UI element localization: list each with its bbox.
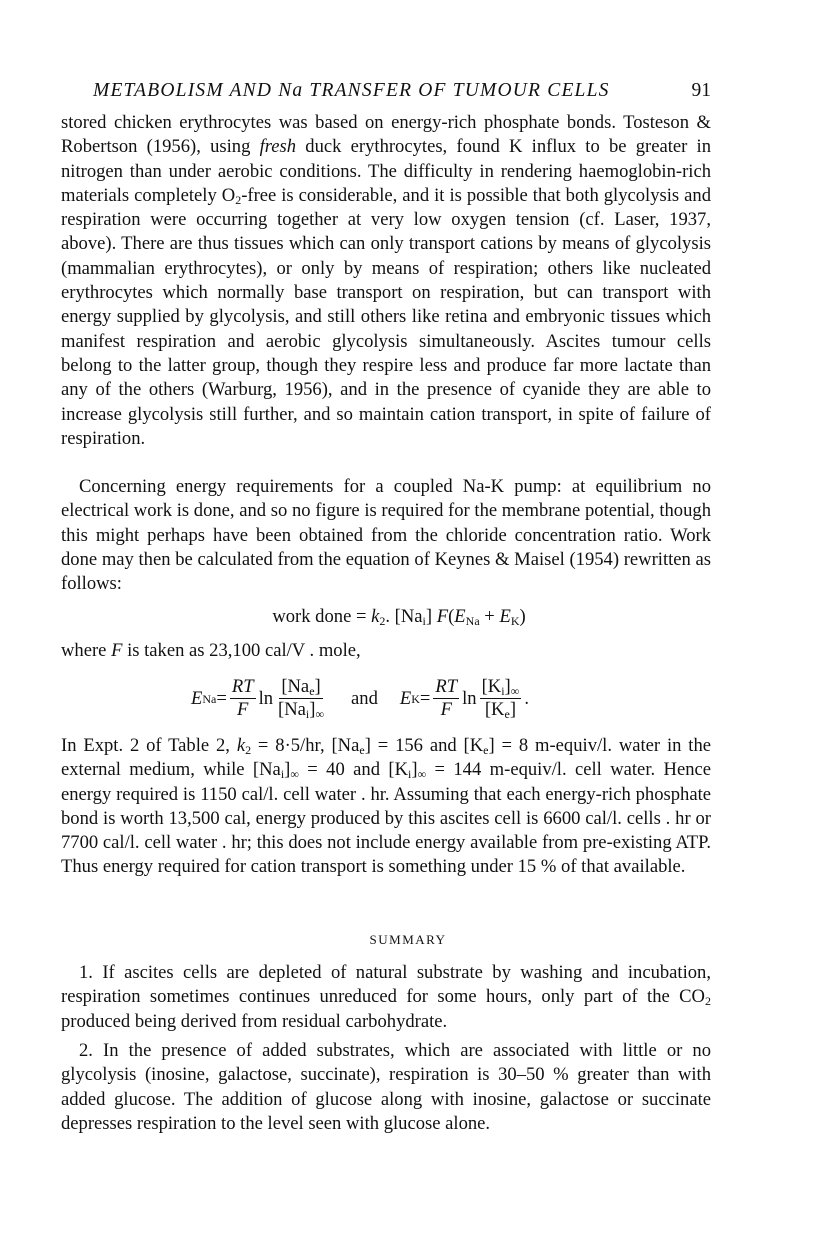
paragraph-2 — [61, 475, 711, 596]
where-line — [61, 640, 361, 662]
fraction-rt-f-2 — [433, 676, 459, 721]
p3-c-sub: e — [483, 743, 489, 757]
p3-f-sub: i — [408, 767, 412, 782]
eq-equals-1: = — [216, 687, 227, 709]
eq-work-lhs: work done = — [272, 606, 372, 627]
eq-work-E2-sub: K — [510, 614, 520, 628]
paragraph-1 — [61, 111, 711, 451]
p3-h: = 144 m-equiv/l. cell water. Hence energy required is 1150 cal/l. cell water . hr. Assuming that each energy-rich phosphate bond is worth 13,500 cal, energy produced by this ascites cell is 6600 cal/l. cells . hr or 7700 cal/l. cell water . hr; this does not include energy available from pre-existing ATP. Thus energy required for cation transport is something under 15 % of that available. — [61, 759, 711, 878]
k-num-close: ] — [504, 676, 511, 697]
eq-work-plus: + — [479, 606, 500, 627]
fraction-k — [480, 676, 522, 721]
p3-b-sub: e — [359, 743, 365, 757]
ln-2: ln — [462, 687, 477, 709]
eq-work-E2: E — [499, 606, 511, 627]
paragraph-3 — [61, 734, 711, 880]
frac-na-den — [276, 699, 326, 721]
frac2-num: RT — [435, 676, 458, 697]
eq-work-k-sub: 2 — [379, 614, 386, 628]
p3-e: ] — [284, 759, 291, 781]
where-a: where — [61, 640, 112, 661]
eq-work-na-close: ] — [425, 606, 437, 627]
summary1-b: produced being derived from residual carbohydrate. — [61, 1010, 448, 1032]
frac1-num: RT — [231, 676, 254, 697]
frac1-den: F — [237, 699, 249, 720]
p3-d: ] = 8 m-equiv/l. water in the external medium, while [Na — [61, 735, 712, 781]
para1-text-d: -free is considerable, and it is possible that both glycolysis and respiration were occurring together at very low oxygen tension (cf. Laser, 1937, above). There are thus tissues which can only transport cations by means of glycolysis (mammalian erythrocytes), or only by means of respiration; others like nucleated erythrocytes which normally base transport on respiration, but can transport with energy supplied by glycolysis, and still others like retina and embryonic tissues which manifest respiration and aerobic glycolysis simultaneously. Ascites tumour cells belong to the latter group, though they respire less and produce far more lactate than any of the others (Warburg, 1956), and in the presence of cyanide they are able to increase glycolysis still further, and so maintain cation transport, in spite of failure of respiration. — [61, 184, 711, 449]
eq-ek: E — [399, 687, 412, 709]
summary-heading: SUMMARY — [369, 932, 447, 947]
summary-item-2 — [61, 1039, 711, 1136]
k-den-sub: e — [504, 707, 510, 721]
frac-k-den — [483, 699, 518, 721]
k-num-inf: ∞ — [510, 684, 520, 698]
running-title: METABOLISM AND Na TRANSFER OF TUMOUR CELLS — [93, 80, 610, 101]
frac-k-num — [480, 676, 522, 699]
where-F: F — [111, 640, 123, 661]
frac-na-num — [279, 676, 322, 699]
eq-ena: E — [191, 687, 203, 709]
para1-sub: 2 — [235, 192, 242, 207]
fraction-na — [276, 676, 326, 721]
k-num-sub: i — [501, 684, 505, 698]
summary1-sub: 2 — [705, 994, 711, 1009]
equation-work-done — [0, 606, 816, 628]
summary1-a: 1. If ascites cells are depleted of natural substrate by washing and incubation, respiration sometimes continues unreduced for some hours, only part of the CO — [61, 962, 711, 1008]
eq-equals-2: = — [419, 687, 431, 709]
k-num: [K — [481, 676, 502, 697]
k-den: [K — [484, 699, 505, 720]
eq-work-k: k — [371, 606, 380, 627]
eq-work-na-sub: i — [422, 614, 426, 628]
summary2-text: 2. In the presence of added substrates, which are associated with little or no glycolysis (inosine, galactose, succinate), respiration is 30–50 % greater than with added glucose. The addition of glucose along with inosine, galactose or succinate depresses respiration to the level seen with glucose alone. — [61, 1040, 711, 1134]
k-den-close: ] — [509, 699, 517, 720]
eq-work-E1-sub: Na — [465, 614, 480, 628]
p3-k: k — [236, 735, 246, 756]
p3-g: ] — [411, 759, 418, 781]
eq-work-E1: E — [454, 606, 466, 627]
na-den-inf: ∞ — [315, 707, 325, 721]
na-num-close: ] — [314, 676, 321, 697]
eq-work-close: ) — [519, 606, 526, 627]
p3-a: In Expt. 2 of Table 2, — [61, 735, 237, 756]
summary-item-1 — [61, 961, 711, 1034]
running-header — [61, 80, 711, 108]
p3-b: = 8·5/hr, [Na — [251, 735, 360, 756]
p3-d-sub: i — [280, 767, 285, 782]
p3-g-sub: ∞ — [417, 767, 427, 782]
p3-c: ] = 156 and [K — [364, 735, 484, 756]
para1-text-a: stored chicken erythrocytes was based on energy-rich phosphate bonds. Tosteson & Robertson (1956), using — [61, 112, 711, 158]
eq-and: and — [351, 687, 378, 709]
equation-potentials: E Na = $\frac{RT}{F}$ ln $\frac{[Na_e]}{[Na_i]_\infty}$ and E K = $\frac{RT}{F}$ ln $\frac{[K_i]_\infty}{[K_e]}$ . — [191, 676, 529, 721]
na-den-close: ] — [309, 699, 316, 720]
frac2-den: F — [440, 699, 452, 720]
para1-text-c: duck erythrocytes, found K influx to be greater in nitrogen than under aerobic conditions. The difficulty in rendering haemoglobin-rich materials completely O — [61, 136, 711, 206]
page-number: 91 — [691, 80, 711, 101]
eq-period: . — [524, 687, 529, 709]
fraction-rt-f-1 — [230, 676, 256, 721]
na-den: [Na — [278, 699, 306, 720]
ln-1: ln — [258, 687, 274, 709]
eq-work-na: . [Na — [385, 606, 423, 627]
p3-f: = 40 and [K — [298, 759, 409, 781]
para1-italic-fresh: fresh — [259, 136, 297, 158]
para2-text: Concerning energy requirements for a coupled Na-K pump: at equilibrium no electrical work is done, and so no figure is required for the membrane potential, though this might perhaps have been obtained from the chloride concentration ratio. Work done may then be calculated from the equation of Keynes & Maisel (1954) rewritten as follows: — [61, 476, 711, 595]
na-num: [Na — [281, 676, 310, 697]
eq-work-open: ( — [448, 606, 455, 627]
na-den-sub: i — [305, 707, 310, 721]
p3-k-sub: 2 — [245, 743, 252, 757]
p3-e-sub: ∞ — [290, 767, 299, 782]
eq-work-F: F — [436, 606, 449, 627]
where-b: is taken as 23,100 cal/V . mole, — [122, 640, 361, 661]
na-num-sub: e — [309, 684, 315, 698]
